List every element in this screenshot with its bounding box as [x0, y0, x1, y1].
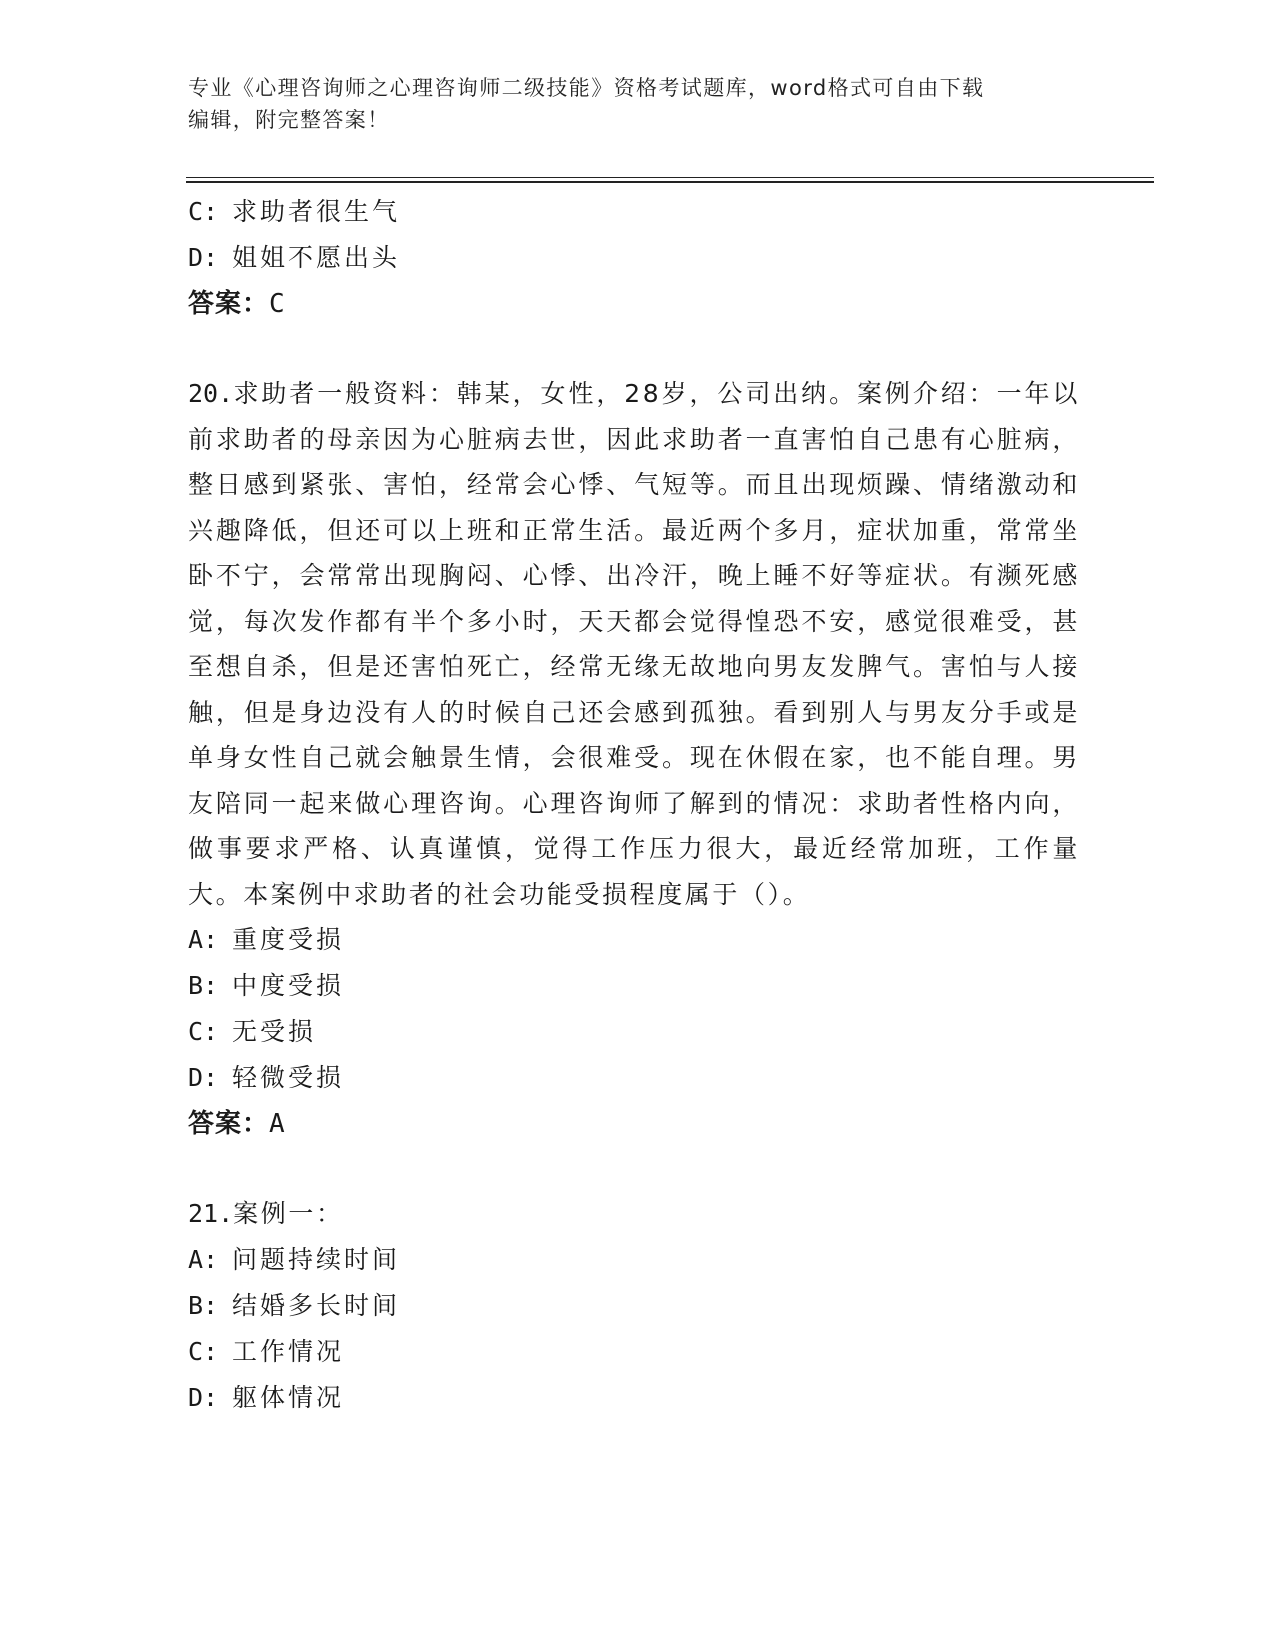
- option-key: D:: [188, 1382, 219, 1412]
- question-21: [188, 1191, 1108, 1421]
- answer-label: 答案：: [188, 1109, 270, 1139]
- option-text: 求助者很生气: [232, 197, 401, 226]
- option-text: 轻微受损: [232, 1063, 345, 1092]
- header-divider-thick: [186, 181, 1154, 183]
- option-b: [188, 1283, 1108, 1329]
- prev-question: [188, 189, 1108, 327]
- option-key: C:: [188, 1336, 219, 1366]
- header-line-2: 编辑，附完整答案！: [188, 108, 390, 132]
- answer-label: 答案：: [188, 289, 270, 319]
- option-text: 躯体情况: [232, 1382, 345, 1412]
- spacer: [188, 1147, 1108, 1191]
- option-c: [188, 189, 1108, 235]
- option-b: [188, 963, 1108, 1009]
- header-divider-thin: [186, 177, 1154, 178]
- option-key: A:: [188, 925, 219, 954]
- option-c: [188, 1329, 1108, 1375]
- option-d: [188, 235, 1108, 281]
- question-body: 案例一：: [233, 1199, 344, 1228]
- question-number: 21.: [188, 1199, 234, 1228]
- option-c: [188, 1009, 1108, 1055]
- question-content: [188, 189, 1108, 1421]
- option-text: 工作情况: [232, 1336, 345, 1366]
- option-a: [188, 1237, 1108, 1283]
- answer-value: C: [269, 289, 286, 319]
- option-text: 姐姐不愿出头: [232, 243, 401, 272]
- option-key: C:: [188, 197, 219, 226]
- question-text: [188, 1191, 1080, 1237]
- option-text: 无受损: [232, 1017, 317, 1046]
- answer-value: A: [269, 1109, 286, 1139]
- answer-line: [188, 1101, 1108, 1147]
- option-text: 重度受损: [232, 925, 345, 954]
- answer-line: [188, 281, 1108, 327]
- option-key: B:: [188, 971, 219, 1000]
- option-text: 结婚多长时间: [232, 1290, 401, 1320]
- option-a: [188, 917, 1108, 963]
- option-key: A:: [188, 1244, 219, 1274]
- question-20: [188, 371, 1108, 1147]
- question-number: 20.: [188, 379, 234, 408]
- option-text: 问题持续时间: [232, 1244, 401, 1274]
- option-text: 中度受损: [232, 971, 345, 1000]
- question-text: [188, 371, 1080, 917]
- option-d: [188, 1375, 1108, 1421]
- page-header: [188, 72, 1088, 136]
- question-body: 求助者一般资料：韩某，女性，28岁，公司出纳。案例介绍：一年以前求助者的母亲因为心脏病去世，因此求助者一直害怕自己患有心脏病，整日感到紧张、害怕，经常会心悸、气短等。而且出现烦躁、情绪激动和兴趣降低，但还可以上班和正常生活。最近两个多月，症状加重，常常坐卧不宁，会常常出现胸闷、心悸、出冷汗，晚上睡不好等症状。有濒死感觉，每次发作都有半个多小时，天天都会觉得惶恐不安，感觉很难受，甚至想自杀，但是还害怕死亡，经常无缘无故地向男友发脾气。害怕与人接触，但是身边没有人的时候自己还会感到孤独。看到别人与男友分手或是单身女性自己就会触景生情，会很难受。现在休假在家，也不能自理。男友陪同一起来做心理咨询。心理咨询师了解到的情况：求助者性格内向，做事要求严格、认真谨慎，觉得工作压力很大，最近经常加班，工作量大。本案例中求助者的社会功能受损程度属于（）。: [188, 379, 1080, 909]
- option-key: D:: [188, 1063, 219, 1092]
- option-d: [188, 1055, 1108, 1101]
- option-key: B:: [188, 1290, 219, 1320]
- spacer: [188, 327, 1108, 371]
- option-key: C:: [188, 1017, 219, 1046]
- option-key: D:: [188, 243, 219, 272]
- header-line-1: 专业《心理咨询师之心理咨询师二级技能》资格考试题库，word格式可自由下载: [188, 76, 985, 100]
